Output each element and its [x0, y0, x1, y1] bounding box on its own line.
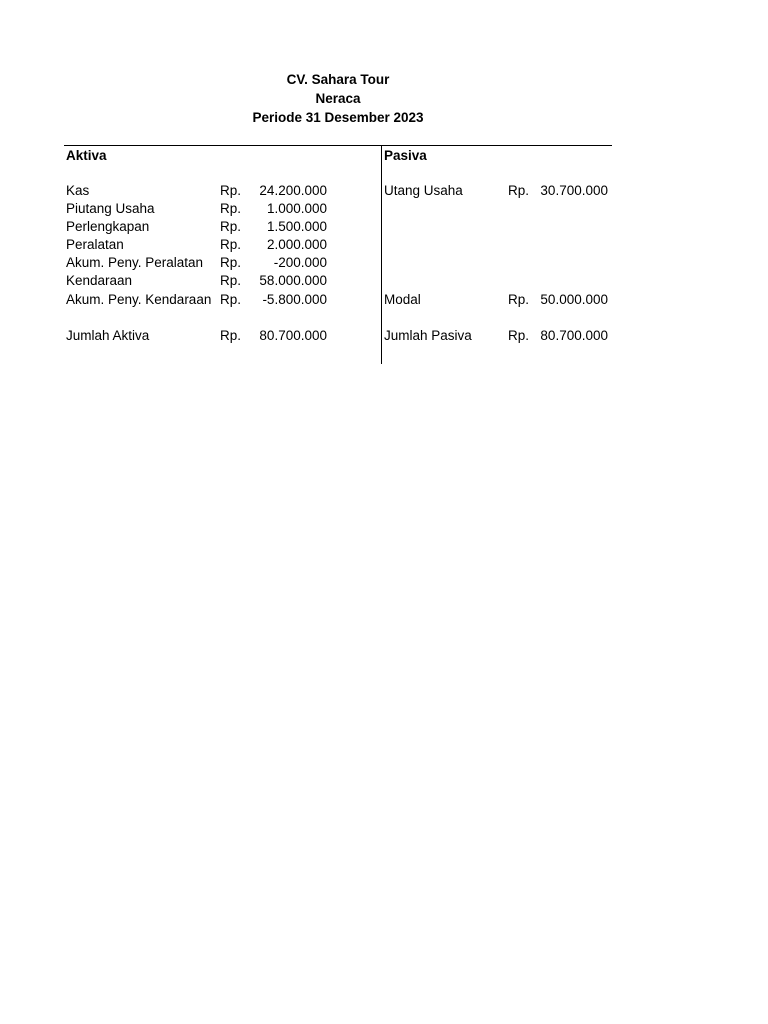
row-label: Peralatan [66, 237, 124, 252]
row-currency: Rp. [220, 237, 242, 252]
row-label: Utang Usaha [384, 183, 463, 198]
row-currency: Rp. [220, 255, 242, 270]
row-currency: Rp. [220, 273, 242, 288]
total-label: Jumlah Aktiva [66, 328, 150, 343]
total-label: Jumlah Pasiva [384, 328, 472, 343]
row-label: Akum. Peny. Peralatan [66, 255, 204, 270]
total-amount: 80.700.000 [540, 328, 608, 343]
row-currency: Rp. [220, 292, 242, 307]
row-label: Kas [66, 183, 90, 198]
report-title: Neraca [315, 91, 361, 106]
report-header [0, 70, 676, 127]
pasiva-heading: Pasiva [384, 148, 427, 163]
total-currency: Rp. [508, 328, 530, 343]
row-amount: 30.700.000 [540, 183, 608, 198]
row-amount: 50.000.000 [540, 292, 608, 307]
row-currency: Rp. [220, 219, 242, 234]
row-currency: Rp. [220, 183, 242, 198]
total-currency: Rp. [220, 328, 242, 343]
report-period: Periode 31 Desember 2023 [252, 110, 424, 125]
row-amount: 1.000.000 [266, 201, 327, 216]
row-amount: 2.000.000 [266, 237, 327, 252]
row-currency: Rp. [508, 183, 530, 198]
row-currency: Rp. [508, 292, 530, 307]
row-label: Akum. Peny. Kendaraan [66, 292, 212, 307]
company-name: CV. Sahara Tour [286, 72, 390, 87]
row-amount: 24.200.000 [259, 183, 327, 198]
top-rule [64, 145, 612, 146]
aktiva-heading: Aktiva [66, 148, 107, 163]
row-amount: -5.800.000 [262, 292, 327, 307]
row-label: Kendaraan [66, 273, 133, 288]
row-label: Modal [384, 292, 421, 307]
total-amount: 80.700.000 [259, 328, 327, 343]
row-amount: 1.500.000 [266, 219, 327, 234]
row-label: Perlengkapan [66, 219, 150, 234]
column-divider [381, 146, 382, 364]
row-label: Piutang Usaha [66, 201, 155, 216]
row-currency: Rp. [220, 201, 242, 216]
row-amount: -200.000 [273, 255, 327, 270]
row-amount: 58.000.000 [259, 273, 327, 288]
